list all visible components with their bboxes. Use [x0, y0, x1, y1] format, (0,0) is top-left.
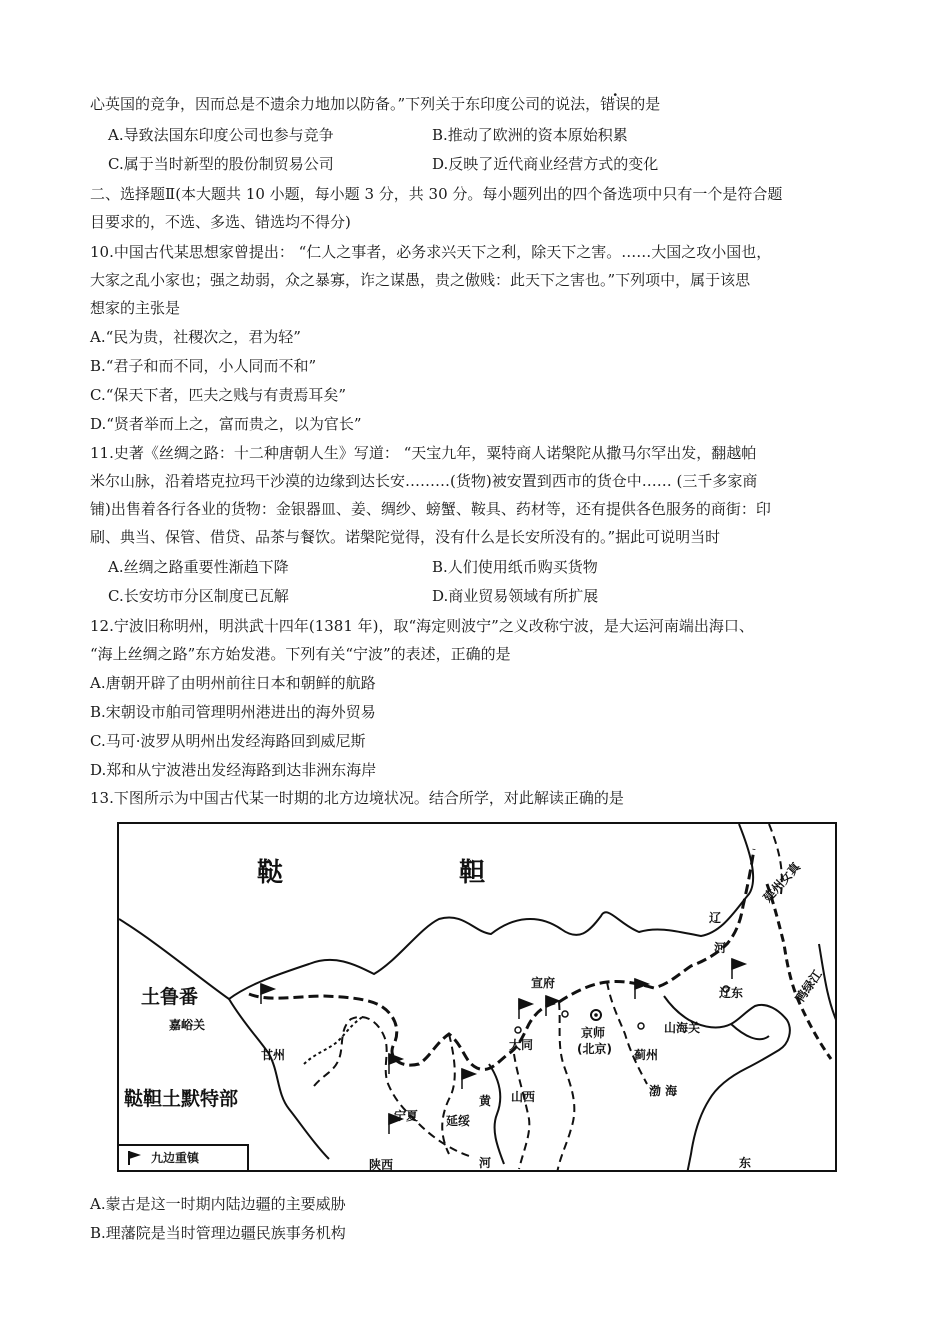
map-label-datan-tumote: 鞑靼土默特部 [124, 1088, 239, 1110]
province-line-2 [442, 1034, 455, 1154]
q10-option-a[interactable]: A.“民为贵，社稷次之，君为轻” [90, 328, 301, 346]
flag-icon [732, 959, 745, 979]
flag-icon [635, 979, 648, 999]
map-label-shanxi: 山西 [511, 1090, 536, 1104]
q13-option-a[interactable]: A.蒙古是这一时期内陆边疆的主要威胁 [90, 1195, 346, 1213]
flag-icon [519, 999, 532, 1019]
q11-stem-line2: 米尔山脉，沿着塔克拉玛干沙漠的边缘到达长安………(货物)被安置到西市的货仓中…… (三千多家商 [90, 472, 758, 490]
map-label-jingshi: 京师 [581, 1026, 606, 1040]
q11-option-d[interactable]: D.商业贸易领域有所扩展 [432, 587, 599, 605]
legend-label: 九边重镇 [151, 1151, 200, 1165]
datong-marker [515, 1027, 521, 1033]
q11-option-b[interactable]: B.人们使用纸币购买货物 [432, 558, 598, 576]
river-1 [229, 999, 329, 1159]
wall-line-east [559, 849, 754, 1002]
province-line-4 [557, 1002, 574, 1172]
jizhou-marker [638, 1023, 644, 1029]
map-label-dong: 东 [739, 1156, 752, 1170]
q9-option-d[interactable]: D.反映了近代商业经营方式的变化 [432, 155, 659, 173]
section-heading-line2: 目要求的，不选、多选、错选均不得分) [90, 213, 351, 231]
q13-option-b[interactable]: B.理藩院是当时管理边疆民族事务机构 [90, 1224, 346, 1242]
q11-stem-line1: 11.史著《丝绸之路：十二种唐朝人生》写道： “天宝九年，粟特商人诺槃陀从撒马尔罕出发，翻越帕 [90, 444, 757, 462]
map-label-ganzhou: 甘州 [261, 1048, 286, 1062]
map-legend [119, 1144, 249, 1170]
wall-inner-1 [304, 1016, 364, 1064]
q9-option-c[interactable]: C.属于当时新型的股份制贸易公司 [108, 155, 334, 173]
map-label-huang: 黄 [479, 1094, 492, 1108]
q13-stem: 13.下图所示为中国古代某一时期的北方边境状况。结合所学，对此解读正确的是 [90, 789, 624, 807]
xuanfu-marker [562, 1011, 568, 1017]
province-line-3 [514, 1054, 529, 1169]
q11-option-a[interactable]: A.丝绸之路重要性渐趋下降 [108, 558, 289, 576]
northern-boundary-line [119, 824, 753, 999]
section-heading-line1: 二、选择题Ⅱ(本大题共 10 小题，每小题 3 分，共 30 分。每小题列出的四个备选项中只有一个是符合题 [90, 185, 783, 203]
q12-stem-line2: “海上丝绸之路”东方始发港。下列有关“宁波”的表述，正确的是 [90, 645, 511, 663]
map-label-yalujiang: 鸭绿江 [792, 967, 825, 1006]
q11-stem-line4: 刷、典当、保管、借贷、品茶与餐饮。诺槃陀觉得，没有什么是长安所没有的。”据此可说明当时 [90, 528, 721, 546]
map-label-he: 河 [479, 1156, 492, 1170]
map-label-tulufan: 土鲁番 [141, 986, 199, 1008]
flag-icon [261, 984, 274, 1004]
map-label-ningxia: 宁夏 [394, 1109, 419, 1123]
yellow-river-bend [489, 1064, 504, 1164]
q10-stem-line1: 10.中国古代某思想家曾提出： “仁人之事者，必务求兴天下之利，除天下之害。……大国之攻小国也， [90, 243, 772, 261]
map-label-ta: 鞑 [257, 858, 284, 888]
q10-option-c[interactable]: C.“保天下者，匹夫之贱与有责焉耳矣” [90, 386, 347, 404]
q12-stem-line1: 12.宁波旧称明州，明洪武十四年(1381 年)，取“海定则波宁”之义改称宁波，是大运河南端出海口、 [90, 617, 754, 635]
flag-icon [127, 1150, 145, 1166]
q10-option-b[interactable]: B.“君子和而不同，小人同而不和” [90, 357, 317, 375]
map-label-shaanxi: 陕西 [369, 1158, 394, 1172]
map-label-jiayuguan: 嘉峪关 [169, 1018, 206, 1032]
flag-icon [546, 996, 559, 1016]
q12-option-c[interactable]: C.马可·波罗从明州出发经海路回到威尼斯 [90, 732, 366, 750]
map-label-xuanfu: 宣府 [531, 976, 556, 990]
map-label-jianzhou: 建州女真 [760, 859, 804, 905]
q12-option-d[interactable]: D.郑和从宁波港出发经海路到达非洲东海岸 [90, 761, 377, 779]
liaodong-peninsula [731, 1024, 769, 1039]
q10-stem-line3: 想家的主张是 [90, 299, 181, 317]
q10-stem-line2: 大家之乱小家也；强之劫弱，众之暴寡，诈之谋愚，贵之傲贱：此天下之害也。”下列项中，属于该思 [90, 271, 751, 289]
map-label-dan: 靼 [459, 858, 486, 888]
q10-option-d[interactable]: D.“贤者举而上之，富而贵之，以为官长” [90, 415, 362, 433]
q9-option-a[interactable]: A.导致法国东印度公司也参与竞争 [108, 126, 334, 144]
q9-stem-end: 心英国的竞争，因而总是不遗余力地加以防备。”下列关于东印度公司的说法，错误的是 [90, 95, 661, 113]
map-label-jizhou: 蓟州 [634, 1048, 659, 1062]
emphasis-word: 错误 [600, 95, 631, 113]
map-label-shanhaiguan: 山海关 [664, 1021, 701, 1035]
q9-option-b[interactable]: B.推动了欧洲的资本原始积累 [432, 126, 628, 144]
map-label-liao: 辽 [709, 911, 722, 925]
map-label-yansui: 延绥 [446, 1114, 471, 1128]
q11-stem-line3: 铺)出售着各行各业的货物：金银器皿、姜、绸纱、螃蟹、鞍具、药材等，还有提供各色服务的商街：印 [90, 500, 771, 518]
map-label-bohai: 渤 海 [649, 1084, 678, 1098]
q12-option-b[interactable]: B.宋朝设市舶司管理明州港进出的海外贸易 [90, 703, 376, 721]
ming-northern-border-map [117, 822, 837, 1172]
map-label-liaodong: 辽东 [719, 986, 744, 1000]
q11-option-c[interactable]: C.长安坊市分区制度已瓦解 [108, 587, 289, 605]
eastern-border [767, 884, 831, 1059]
map-label-he2: 河 [714, 941, 727, 955]
wall-line-west [249, 994, 559, 1069]
map-label-beijing: (北京) [577, 1042, 612, 1056]
yalu-river [819, 944, 837, 1022]
map-label-datong: 大同 [509, 1038, 534, 1052]
flag-icon [462, 1069, 475, 1089]
q12-option-a[interactable]: A.唐朝开辟了由明州前往日本和朝鲜的航路 [90, 674, 376, 692]
province-line-5 [607, 982, 647, 1084]
